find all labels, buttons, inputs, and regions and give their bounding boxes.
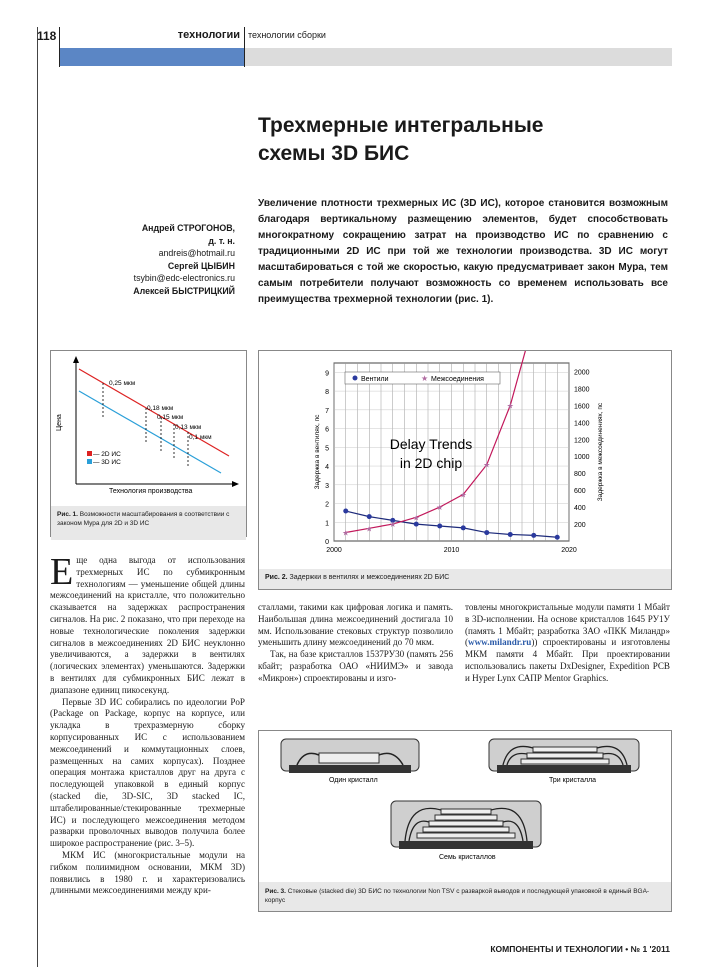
text-column-2 <box>258 602 453 685</box>
interconnect-point: ★ <box>506 401 514 411</box>
gate-point <box>484 530 489 535</box>
milandr-link[interactable]: www.milandr.ru <box>468 637 532 648</box>
gate-point <box>414 522 419 527</box>
gate-point <box>531 533 536 538</box>
figure-1-caption: Рис. 1. Возможности масштабирования в соответствии с законом Мура для 2D и 3D ИС <box>51 506 246 540</box>
fig1-node-label: 0,15 мкм <box>157 414 184 421</box>
drop-cap: Е <box>50 551 74 593</box>
paragraph: сталлами, такими как цифровая логика и память. Наибольшая длина межсоединений достигала 10 мм. Использование стековых структур позволило уменьшить длину межсоединений до 70 мкм. <box>258 602 453 648</box>
fig1-ylabel: Цена <box>56 414 63 431</box>
author-email[interactable]: tsybin@edc-electronics.ru <box>133 273 235 283</box>
authors <box>133 222 235 297</box>
figure-1 <box>50 350 247 537</box>
y-axis-label-right: Задержка в межсоединениях, пс <box>597 402 604 502</box>
legend-marker-gates <box>353 376 358 381</box>
x-tick: 2020 <box>561 547 577 554</box>
y-tick-left: 0 <box>325 539 329 546</box>
author-degree: д. т. н. <box>208 235 235 246</box>
delay-chart <box>259 351 671 569</box>
figure-3 <box>258 730 672 912</box>
text-column-1 <box>50 551 245 897</box>
package-three-die <box>489 739 639 773</box>
figure-1-diagram <box>51 351 246 506</box>
y-tick-right: 600 <box>574 488 586 496</box>
y-tick-right: 1000 <box>574 454 590 462</box>
page-number: 118 <box>37 29 57 43</box>
fig1-legend-2d: — 2D ИС <box>93 451 121 458</box>
header-subsection: технологии сборки <box>248 30 326 40</box>
interconnect-point: ★ <box>412 513 420 523</box>
author-name: Алексей БЫСТРИЦКИЙ <box>133 285 235 296</box>
header-bar <box>245 48 672 66</box>
y-tick-right: 2000 <box>574 369 590 377</box>
y-tick-left: 9 <box>325 370 329 378</box>
paragraph: )) спроектированы и изготовлены МКМ памяти 4 Мбайт. При проектировании использовались пакеты DxDesigner, Expedition PCB и Hyper Lynx САПР Mentor Graphics. <box>465 637 670 683</box>
package-seven-die <box>391 801 541 849</box>
fig1-node-label: 0,25 мкм <box>109 380 136 387</box>
header-section: технологии <box>177 29 240 41</box>
paragraph: Первые 3D ИС собирались по идеологии PoP (Package on Package, корпус на корпусе, или укладка в трехразмерную сборку корпусированных ИС с использованием межсоединений и коммутационных слоев, размещенных на самих корпусах). Позднее операция монтажа кристаллов друг на друга с последующей упаковкой в единый корпус (stacked die, 3D-SIC, 3D stacked IC, штабелированные/стекированные трехмерные ИС) и последующего межсоединения методом разварки проволочных выводов получила более широкое распространение (рис. 3–5). <box>50 696 245 849</box>
interconnect-point: ★ <box>365 524 373 534</box>
gate-point <box>437 524 442 529</box>
y-tick-right: 1600 <box>574 403 590 411</box>
package-one-die <box>281 739 419 773</box>
paragraph: Так, на базе кристаллов 1537РУ30 (память 256 кбайт; разработка ОАО «НИИМЭ» и завода «Микрон») спроектированы и изго- <box>258 649 453 683</box>
y-axis-label-left: Задержка в вентилях, пс <box>314 414 321 490</box>
y-tick-left: 4 <box>325 464 329 472</box>
author-name: Андрей СТРОГОНОВ, <box>141 223 235 233</box>
legend-label: Межсоединения <box>431 376 484 383</box>
paragraph: МКМ ИС (многокристальные модули на гибком полиимидном основании, МКМ 3D) появились в 1980 г. и характеризовались длинными межсоединениями между кри- <box>50 849 245 896</box>
article-title <box>258 112 638 168</box>
gate-point <box>508 532 513 537</box>
fig1-xlabel: Технология производства <box>109 488 193 495</box>
author-name: Сергей ЦЫБИН <box>167 260 235 271</box>
y-tick-right: 800 <box>574 471 586 479</box>
footer: КОМПОНЕНТЫ И ТЕХНОЛОГИИ • № 1 '2011 <box>490 944 670 954</box>
y-tick-right: 200 <box>574 522 586 530</box>
interconnect-point: ★ <box>436 503 444 513</box>
y-tick-right: 400 <box>574 505 586 513</box>
chart-title: Delay Trends <box>389 436 473 452</box>
fig1-legend-3d: — 3D ИС <box>93 459 121 466</box>
y-tick-right: 1200 <box>574 437 590 445</box>
x-tick: 2010 <box>443 547 460 554</box>
title-line: схемы 3D БИС <box>258 142 410 165</box>
author-email[interactable]: andreis@hotmail.ru <box>158 248 235 258</box>
gate-point <box>367 514 372 519</box>
y-tick-right: 1800 <box>574 386 590 394</box>
y-tick-left: 5 <box>325 445 329 453</box>
legend-marker-interconnect: ★ <box>421 374 429 383</box>
stacked-die-diagram <box>259 731 671 882</box>
legend-label: Вентили <box>361 376 389 383</box>
fig1-node-label: 0,13 мкм <box>175 424 202 431</box>
lead-paragraph: Увеличение плотности трехмерных ИС (3D ИС), которое становится возможным благодаря вертикальному размещению элементов, будет способствовать многократному сокращению затрат на производство ИС по сравнению с традиционными 2D ИС при той же технологии производства. 3D ИС могут масштабироваться с той же скоростью, какую предусматривает закон Мура, тем самым потребители получают возможность со временем использовать все преимущества трехмерной технологии (рис. 1). <box>258 198 668 305</box>
y-tick-left: 6 <box>325 426 329 434</box>
paragraph: товлены многокристальные модули памяти 1 Мбайт в 3D-исполнении. На основе кристаллов 1645 РУ1У (память 1 Мбайт; разработка ЗАО «ПКК Миландр» ( <box>465 602 670 648</box>
title-line: Трехмерные интегральные <box>258 114 544 137</box>
y-tick-left: 2 <box>325 501 329 509</box>
text-column-3 <box>465 602 670 685</box>
y-tick-left: 7 <box>325 407 329 415</box>
y-tick-left: 3 <box>325 482 329 490</box>
x-tick: 2000 <box>326 547 342 554</box>
interconnect-point: ★ <box>459 490 467 500</box>
fig3-label: Три кристалла <box>549 777 597 784</box>
margin-rule <box>37 27 38 967</box>
gate-point <box>343 509 348 514</box>
gate-point <box>461 525 466 530</box>
interconnect-point: ★ <box>389 520 397 530</box>
chart-title: in 2D chip <box>399 455 463 471</box>
paragraph: ще одна выгода от использования трехмерных ИС по субмикронным технологиям — уменьшение общей длины межсоединений на кристалле, что положительно сказывается на задержках распространения сигналов. На рис. 2 показано, что при переходе на новые технологические поколения задержки сигналов в межсоединениях 2D БИС неуклонно увеличиваются, а задержки в вентилях (логических элементах) уменьшаются. Задержки в вентилях для субмикронных БИС лежат в диапазоне единиц пикосекунд. <box>50 555 245 695</box>
figure-3-caption: Рис. 3. Стековые (stacked die) 3D БИС по технологии Non TSV с разваркой выводов и последующей упаковкой в единый BGA-корпус <box>259 882 671 911</box>
figure-2-caption: Рис. 2. Задержки в вентилях и межсоединениях 2D БИС <box>259 569 671 589</box>
fig1-node-label: 0,1 мкм <box>189 434 212 441</box>
y-tick-left: 8 <box>325 389 329 397</box>
fig1-node-label: 0,18 мкм <box>147 405 174 412</box>
interconnect-point: ★ <box>483 460 491 470</box>
y-tick-right: 1400 <box>574 420 590 428</box>
fig3-label: Семь кристаллов <box>439 854 496 861</box>
figure-2 <box>258 350 672 590</box>
fig3-label: Один кристалл <box>329 777 378 784</box>
interconnect-point: ★ <box>342 528 350 538</box>
y-tick-left: 1 <box>325 520 329 528</box>
header-bar-accent <box>60 48 244 66</box>
gate-point <box>555 535 560 540</box>
